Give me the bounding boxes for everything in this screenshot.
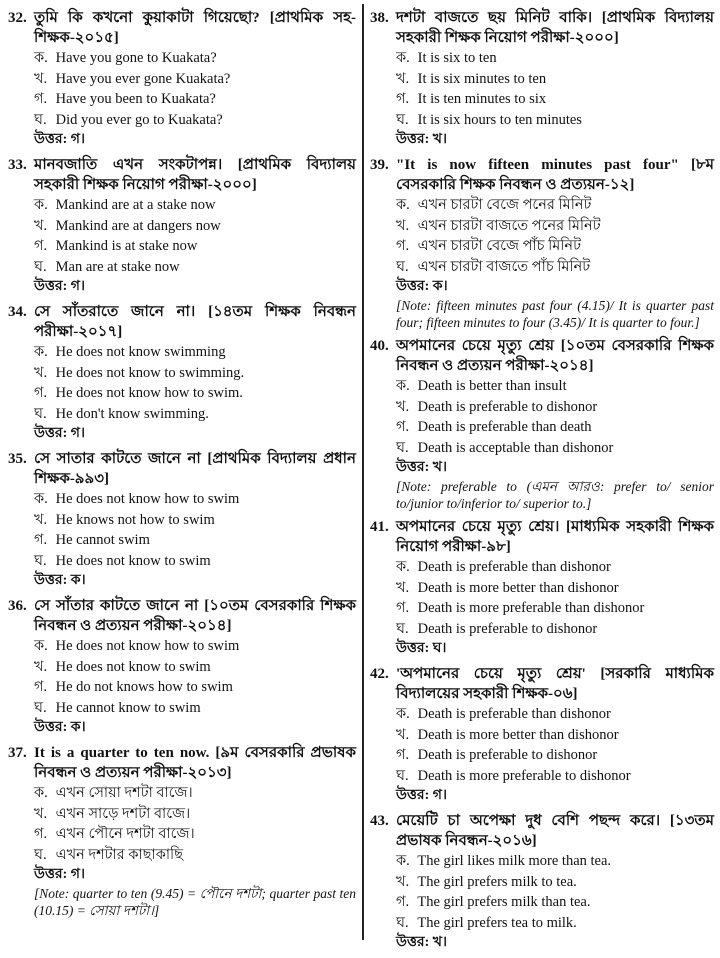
option-list [8, 783, 356, 865]
question-header [8, 155, 356, 195]
option-text: Death is more better than dishonor [414, 579, 619, 596]
option-item [8, 530, 356, 551]
question-text: It is a quarter to ten now. [৯ম বেসরকারি প্রভাষক নিবন্ধন ও প্রত্যয়ন পরীক্ষা-২০১৩] [34, 745, 356, 781]
option-item [370, 397, 714, 418]
question-number: 40. [370, 338, 389, 354]
option-marker: গ. [34, 532, 48, 548]
option-text: Death is preferable than dishonor [414, 559, 611, 575]
option-item [8, 89, 356, 110]
question-number: 39. [370, 157, 389, 173]
option-item [370, 704, 714, 725]
question-block [8, 155, 356, 297]
option-item [370, 195, 714, 216]
option-marker: গ. [34, 91, 48, 107]
question-number: 36. [8, 598, 27, 614]
option-item [8, 342, 356, 363]
answer-text: উত্তর: গ। [34, 867, 85, 882]
option-item [370, 376, 714, 397]
option-marker: ঘ. [396, 439, 409, 456]
option-marker: ক. [396, 50, 410, 66]
question-text: সে সাঁতার কাটতে জানে না [১০তম বেসরকারি শিক্ষক নিবন্ধন ও প্রত্যয়ন পরীক্ষা-২০১৪] [34, 598, 356, 634]
option-marker: খ. [396, 70, 410, 87]
option-marker: ঘ. [34, 111, 47, 128]
question-number: 38. [370, 10, 389, 26]
answer-note: [Note: fifteen minutes past four (4.15)/ It is quarter past four; fifteen minutes to four (3.45)/ It is quarter to four.] [396, 298, 714, 330]
option-item [8, 404, 356, 425]
option-text: It is six minutes to ten [414, 70, 547, 87]
question-block [8, 8, 356, 150]
option-list [8, 48, 356, 130]
option-list [370, 704, 714, 786]
question-number: 42. [370, 666, 389, 682]
option-text: Death is preferable than dishonor [414, 706, 611, 722]
question-text: তুমি কি কখনো কুয়াকাটা গিয়েছো? [প্রাথমিক সহ-শিক্ষক-২০১৫] [34, 10, 356, 46]
option-marker: ঘ. [34, 846, 47, 863]
option-item [8, 257, 356, 278]
option-text: He don't know swimming. [52, 405, 209, 422]
question-number: 43. [370, 813, 389, 829]
option-item [8, 216, 356, 237]
question-block [370, 336, 714, 512]
answer-text: উত্তর: ক। [34, 720, 86, 735]
option-marker: ঘ. [396, 914, 409, 931]
option-item [8, 551, 356, 572]
option-item [8, 48, 356, 69]
left-column [8, 8, 356, 924]
option-marker: গ. [34, 679, 48, 695]
option-marker: ক. [396, 197, 410, 213]
option-item [8, 783, 356, 804]
answer-text: উত্তর: ক। [34, 573, 86, 588]
question-header [370, 8, 714, 48]
option-text: He cannot swim [52, 532, 150, 548]
option-text: Mankind is at stake now [52, 238, 198, 254]
question-block [8, 449, 356, 591]
option-text: Death is preferable to dishonor [414, 747, 598, 763]
answer-text: উত্তর: খ। [396, 132, 447, 147]
option-marker: ক. [34, 197, 48, 213]
question-block [8, 302, 356, 444]
option-text: It is ten minutes to six [414, 91, 547, 107]
option-marker: খ. [34, 658, 48, 675]
option-item [370, 89, 714, 110]
option-text: He does not know swimming [52, 344, 226, 360]
option-text: Death is more preferable than dishonor [414, 600, 645, 616]
option-text: He do not knows how to swim [52, 679, 233, 695]
right-column [370, 8, 714, 958]
option-marker: খ. [34, 805, 48, 822]
option-item [8, 110, 356, 131]
option-marker: ঘ. [396, 767, 409, 784]
option-item [370, 598, 714, 619]
option-marker: খ. [34, 70, 48, 87]
question-number: 41. [370, 519, 389, 535]
option-text: The girl likes milk more than tea. [414, 853, 612, 869]
question-header [8, 743, 356, 783]
option-text: He does not know how to swim [52, 491, 240, 507]
option-item [370, 438, 714, 459]
option-list [8, 342, 356, 424]
question-header [370, 336, 714, 376]
option-text: এখন পৌনে দশটা বাজে। [52, 826, 195, 842]
option-item [370, 892, 714, 913]
option-marker: ঘ. [34, 552, 47, 569]
option-text: He cannot know to swim [52, 699, 201, 716]
option-marker: ঘ. [34, 258, 47, 275]
option-item [370, 417, 714, 438]
option-item [8, 698, 356, 719]
question-block [8, 743, 356, 919]
option-marker: খ. [396, 873, 410, 890]
option-item [8, 657, 356, 678]
option-text: It is six to ten [414, 50, 497, 66]
option-item [8, 636, 356, 657]
answer-text: উত্তর: ঘ। [396, 641, 447, 656]
option-list [370, 557, 714, 639]
option-text: Death is preferable to dishonor [414, 620, 598, 637]
option-text: এখন চারটা বেজে পনের মিনিট [414, 197, 592, 213]
option-item [370, 745, 714, 766]
option-text: Have you been to Kuakata? [52, 91, 216, 107]
question-text: মেয়েটি চা অপেক্ষা দুধ বেশি পছন্দ করে। [১৩তম প্রভাষক নিবন্ধন-২০১৬] [396, 813, 714, 849]
question-number: 37. [8, 745, 27, 761]
option-item [8, 69, 356, 90]
option-item [370, 872, 714, 893]
option-marker: ক. [34, 50, 48, 66]
option-text: The girl prefers milk to tea. [414, 873, 577, 890]
question-text: দশটা বাজতে ছয় মিনিট বাকি। [প্রাথমিক বিদ্যালয় সহকারী শিক্ষক নিয়োগ পরীক্ষা-২০০০] [396, 10, 714, 46]
option-item [370, 557, 714, 578]
option-marker: গ. [34, 826, 48, 842]
option-text: He does not know to swim [52, 552, 211, 569]
option-text: এখন সোয়া দশটা বাজে। [52, 785, 193, 801]
question-number: 34. [8, 304, 27, 320]
question-text: অপমানের চেয়ে মৃত্যু শ্রেয়। [মাধ্যমিক সহকারী শিক্ষক নিয়োগ পরীক্ষা-৯৮] [396, 519, 714, 555]
option-marker: খ. [396, 726, 410, 743]
option-text: এখন চারটা বাজতে পাঁচ মিনিট [414, 258, 591, 275]
option-marker: গ. [396, 419, 410, 435]
answer-note: [Note: preferable to (এমন আরও: prefer to/ senior to/junior to/inferior to/ superior to.] [396, 479, 714, 511]
option-list [8, 489, 356, 571]
option-text: Man are at stake now [52, 258, 180, 275]
option-item [370, 766, 714, 787]
option-list [370, 48, 714, 130]
answer-note: [Note: quarter to ten (9.45) = পৌনে দশটা; quarter past ten (10.15) = সোয়া দশটা।] [34, 886, 356, 918]
option-marker: খ. [396, 217, 410, 234]
question-header [370, 517, 714, 557]
option-marker: খ. [34, 364, 48, 381]
option-text: Did you ever go to Kuakata? [52, 111, 223, 128]
option-text: Mankind are at dangers now [52, 217, 221, 234]
answer-text: উত্তর: গ। [34, 279, 85, 294]
option-text: Have you ever gone Kuakata? [52, 70, 231, 87]
question-header [8, 302, 356, 342]
option-marker: গ. [396, 894, 410, 910]
option-item [8, 677, 356, 698]
option-item [370, 578, 714, 599]
option-marker: খ. [34, 217, 48, 234]
option-item [370, 216, 714, 237]
option-item [8, 804, 356, 825]
answer-text: উত্তর: গ। [34, 132, 85, 147]
question-header [370, 664, 714, 704]
option-text: The girl prefers milk than tea. [414, 894, 591, 910]
option-marker: ক. [34, 638, 48, 654]
option-marker: ঘ. [396, 111, 409, 128]
question-header [370, 811, 714, 851]
option-item [370, 236, 714, 257]
option-marker: ক. [396, 378, 410, 394]
question-text: মানবজাতি এখন সংকটাপন্ন। [প্রাথমিক বিদ্যালয় সহকারী শিক্ষক নিয়োগ পরীক্ষা-২০০০] [34, 157, 356, 193]
option-marker: ঘ. [34, 405, 47, 422]
option-marker: ক. [396, 853, 410, 869]
option-item [370, 725, 714, 746]
option-text: Death is better than insult [414, 378, 567, 394]
option-text: He does not know to swimming. [52, 364, 245, 381]
option-text: Have you gone to Kuakata? [52, 50, 217, 66]
option-list [370, 851, 714, 933]
option-marker: গ. [396, 600, 410, 616]
option-text: The girl prefers tea to milk. [414, 914, 577, 931]
question-text: 'অপমানের চেয়ে মৃত্যু শ্রেয়' [সরকারি মাধ্যমিক বিদ্যালয়ের সহকারী শিক্ষক-০৬] [396, 666, 714, 702]
option-item [370, 110, 714, 131]
option-item [8, 845, 356, 866]
question-header [8, 8, 356, 48]
option-marker: ঘ. [396, 620, 409, 637]
option-marker: গ. [396, 238, 410, 254]
question-block [370, 8, 714, 150]
option-item [370, 257, 714, 278]
answer-text: উত্তর: গ। [396, 788, 447, 803]
question-block [8, 596, 356, 738]
option-item [370, 851, 714, 872]
question-block [370, 517, 714, 659]
option-text: Death is acceptable than dishonor [414, 439, 614, 456]
option-marker: গ. [396, 747, 410, 763]
question-header [8, 596, 356, 636]
option-marker: গ. [34, 385, 48, 401]
option-text: He knows not how to swim [52, 511, 215, 528]
option-item [8, 489, 356, 510]
question-text: সে সাঁতরাতে জানে না। [১৪তম শিক্ষক নিবন্ধন পরীক্ষা-২০১৭] [34, 304, 356, 340]
option-marker: খ. [396, 579, 410, 596]
option-item [370, 48, 714, 69]
option-item [8, 363, 356, 384]
option-list [370, 376, 714, 458]
option-marker: ঘ. [396, 258, 409, 275]
question-block [370, 155, 714, 331]
question-number: 35. [8, 451, 27, 467]
option-marker: গ. [34, 238, 48, 254]
option-text: Death is more preferable to dishonor [414, 767, 631, 784]
option-marker: ক. [396, 706, 410, 722]
option-item [8, 383, 356, 404]
option-marker: গ. [396, 91, 410, 107]
option-list [8, 195, 356, 277]
option-item [370, 619, 714, 640]
option-text: এখন দশটার কাছাকাছি [52, 846, 183, 863]
question-text: সে সাতার কাটতে জানে না [প্রাথমিক বিদ্যালয় প্রধান শিক্ষক-৯৯৩] [34, 451, 356, 487]
option-list [8, 636, 356, 718]
answer-text: উত্তর: খ। [396, 935, 447, 950]
option-text: Death is more better than dishonor [414, 726, 619, 743]
answer-text: উত্তর: গ। [34, 426, 85, 441]
option-item [8, 824, 356, 845]
option-text: Death is preferable to dishonor [414, 398, 598, 415]
question-number: 32. [8, 10, 27, 26]
question-block [370, 664, 714, 806]
option-marker: ক. [34, 491, 48, 507]
option-text: Mankind are at a stake now [52, 197, 216, 213]
option-text: He does not know to swim [52, 658, 211, 675]
column-divider [362, 4, 364, 940]
option-item [8, 510, 356, 531]
option-item [8, 195, 356, 216]
option-marker: ক. [396, 559, 410, 575]
question-number: 33. [8, 157, 27, 173]
option-marker: খ. [34, 511, 48, 528]
question-text: অপমানের চেয়ে মৃত্যু শ্রেয় [১০তম বেসরকারি শিক্ষক নিবন্ধন ও প্রত্যয়ন পরীক্ষা-২০১৪] [396, 338, 714, 374]
option-item [370, 69, 714, 90]
option-marker: খ. [396, 398, 410, 415]
question-block [370, 811, 714, 953]
question-text: "It is now fifteen minutes past four" [৮ম বেসরকারি শিক্ষক নিবন্ধন ও প্রত্যয়ন-১২] [396, 157, 714, 193]
answer-text: উত্তর: ক। [396, 279, 448, 294]
question-header [370, 155, 714, 195]
option-text: He does not know how to swim. [52, 385, 243, 401]
option-list [370, 195, 714, 277]
option-item [8, 236, 356, 257]
question-header [8, 449, 356, 489]
option-text: এখন চারটা বাজতে পনের মিনিট [414, 217, 601, 234]
option-marker: ক. [34, 785, 48, 801]
option-item [370, 913, 714, 934]
option-text: এখন সাড়ে দশটা বাজে। [52, 805, 191, 822]
option-marker: ঘ. [34, 699, 47, 716]
option-marker: ক. [34, 344, 48, 360]
answer-text: উত্তর: খ। [396, 460, 447, 475]
option-text: It is six hours to ten minutes [414, 111, 582, 128]
option-text: Death is preferable than death [414, 419, 592, 435]
option-text: এখন চারটা বেজে পাঁচ মিনিট [414, 238, 581, 254]
option-text: He does not know how to swim [52, 638, 240, 654]
